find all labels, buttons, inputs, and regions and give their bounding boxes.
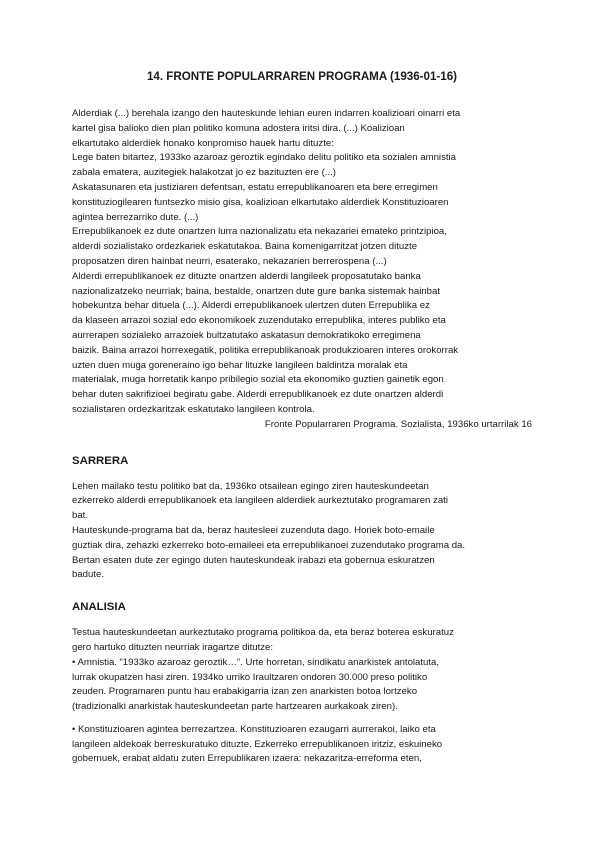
quote-line: alderdi sozialistako ordezkariek eskatutakoa. Baina komenigarritzat jotzen dituzte: [72, 241, 418, 253]
amnistia-line: lurrak okupatzen hasi ziren. 1934ko urriko Iraultzaren ondoren 30.000 preso politiko: [72, 671, 428, 683]
quote-line: hobekuntza behar dituela (...). Alderdi errepublikanoek ulertzen duten Errepublika ez: [72, 300, 430, 312]
quote-line: proposatzen diren hainbat neurri, esaterako, nekazarien berrerospena (...): [72, 255, 387, 267]
analisia-line: Testua hauteskundeetan aurkeztutako programa politikoa da, eta beraz boterea eskuratuz: [72, 627, 454, 639]
sarrera-line: badute.: [72, 569, 105, 581]
amnistia-line: zeuden. Programaren puntu hau erabakigarria izan zen anarkisten botoa lortzeko: [72, 686, 418, 698]
quote-signature: Fronte Popularraren Programa. Sozialista, 1936ko urtarrilak 16: [264, 418, 532, 430]
analisia-intro: [72, 626, 532, 715]
section-heading-sarrera: SARRERA: [72, 454, 129, 467]
sarrera-paragraph: [72, 480, 532, 584]
amnistia-line: (tradizionalki anarkistak hauteskundeetan parte hartzearen aurkakoak ziren).: [72, 701, 398, 713]
quote-line: sozialistaren ordezkaritzak eskatutako langileen kontrola.: [72, 403, 315, 415]
quote-line: agintea berrezarriko dute. (...): [72, 211, 199, 223]
quote-line: Alderdiak (...) berehala izango den hauteskunde lehian euren indarren koalizioari oinarri eta: [72, 108, 461, 119]
section-heading-analisia: ANALISIA: [72, 601, 126, 614]
paragraph-gap: [72, 715, 532, 723]
konstituzio-line: gobernuek, erabat aldatu zuten Errepublikaren izaera: nekazaritza-erreforma eten,: [72, 753, 422, 765]
sarrera-line: Bertan esaten dute zer egingo duten hauteskundeak irabazi eta gobernua eskuratzen: [72, 554, 435, 566]
quote-line: uzten duen muga goreneraino igo behar lituzke langileen baldintza moralak eta: [72, 359, 408, 371]
quote-line: elkartutako alderdiek honako konpromiso hauek hartu dituzte:: [72, 137, 334, 149]
quote-line: kartel gisa balioko dien plan politiko komuna adostera iritsi dira. (...) Koalizioan: [72, 122, 405, 134]
quote-line: aurrerapen sozialeko arrazoiek bultzatutako askatasun demokratikoko erregimena: [72, 329, 421, 341]
quote-line: Errepublikanoek ez dute onartzen lurra nazionalizatu eta nekazariei emateko printzipioa,: [72, 226, 447, 238]
konstituzio-paragraph: [72, 723, 532, 767]
quote-line: da klaseen arrazoi sozial edo ekonomikoek zuzendutako errepublika, interes publiko eta: [72, 315, 446, 327]
sarrera-line: guztiak dira, zehazki ezkerreko boto-emaileei eta errepublikanoei zuzendutako programa da.: [72, 539, 466, 551]
sarrera-line: ezkerreko alderdi errepublikanoek eta langileen alderdiek aurkeztutako programaren zati: [72, 495, 448, 507]
konstituzio-line: langileen aldekoak berreskuratuko dituzte. Ezkerreko errepublikanoen iritziz, eskuineko: [72, 738, 443, 750]
quote-line: konstituziogilearen funtsezko misio gisa, koalizioan elkartutako alderdiek Konstituzioaren: [72, 196, 449, 208]
konstituzio-line: • Konstituzioaren agintea berrezartzea. Konstituzioaren ezaugarri aurrerakoi, laiko eta: [72, 723, 436, 735]
document-title: 14. FRONTE POPULARRAREN PROGRAMA (1936-01-16): [146, 70, 458, 83]
sarrera-line: Lehen mailako testu politiko bat da, 1936ko otsailean egingo ziren hauteskundeetan: [72, 480, 429, 492]
quote-line: behar duten sakrifizioei begiratu gabe. Alderdi errepublikanoek ez dute onartzen alderdi: [72, 389, 444, 401]
amnistia-line: • Amnistia. “1933ko azaroaz geroztik…”. Urte horretan, sindikatu anarkistek antolatuta,: [72, 656, 440, 668]
analisia-line: gero hartuko dituzten neurriak iragartze ditutze:: [72, 641, 274, 653]
quote-line: nazionalizatzeko neurriak; baina, bestalde, onartzen dute gure banka sistemak hainbat: [72, 285, 440, 297]
quote-line: baizik. Baina arrazoi horrexegatik, politika errepublikanoak produkzioaren interes orokorrak: [72, 344, 459, 356]
sarrera-line: bat.: [72, 510, 89, 522]
quote-line: Alderdi errepublikanoek ez dituzte onartzen alderdi langileek proposatutako banka: [72, 270, 421, 282]
quote-line: Askatasunaren eta justiziaren defentsan, estatu errepublikanoaren eta bere erregimen: [72, 181, 438, 193]
sarrera-line: Hauteskunde-programa bat da, beraz hautesleei zuzenduta dago. Horiek boto-emaile: [72, 524, 435, 536]
quote-line: materialak, muga horretatik kanpo pribilegio sozial eta ekonomiko guztien gainetik egon: [72, 374, 444, 386]
quote-line: Lege baten bitartez, 1933ko azaroaz geroztik egindako delitu politiko eta sozialen amnistia: [72, 152, 456, 164]
source-quote: [72, 107, 532, 433]
document-page: [72, 70, 532, 767]
quote-line: zabala ematera, auzitegiek halakotzat jo ez bazituzten ere (...): [72, 167, 336, 179]
